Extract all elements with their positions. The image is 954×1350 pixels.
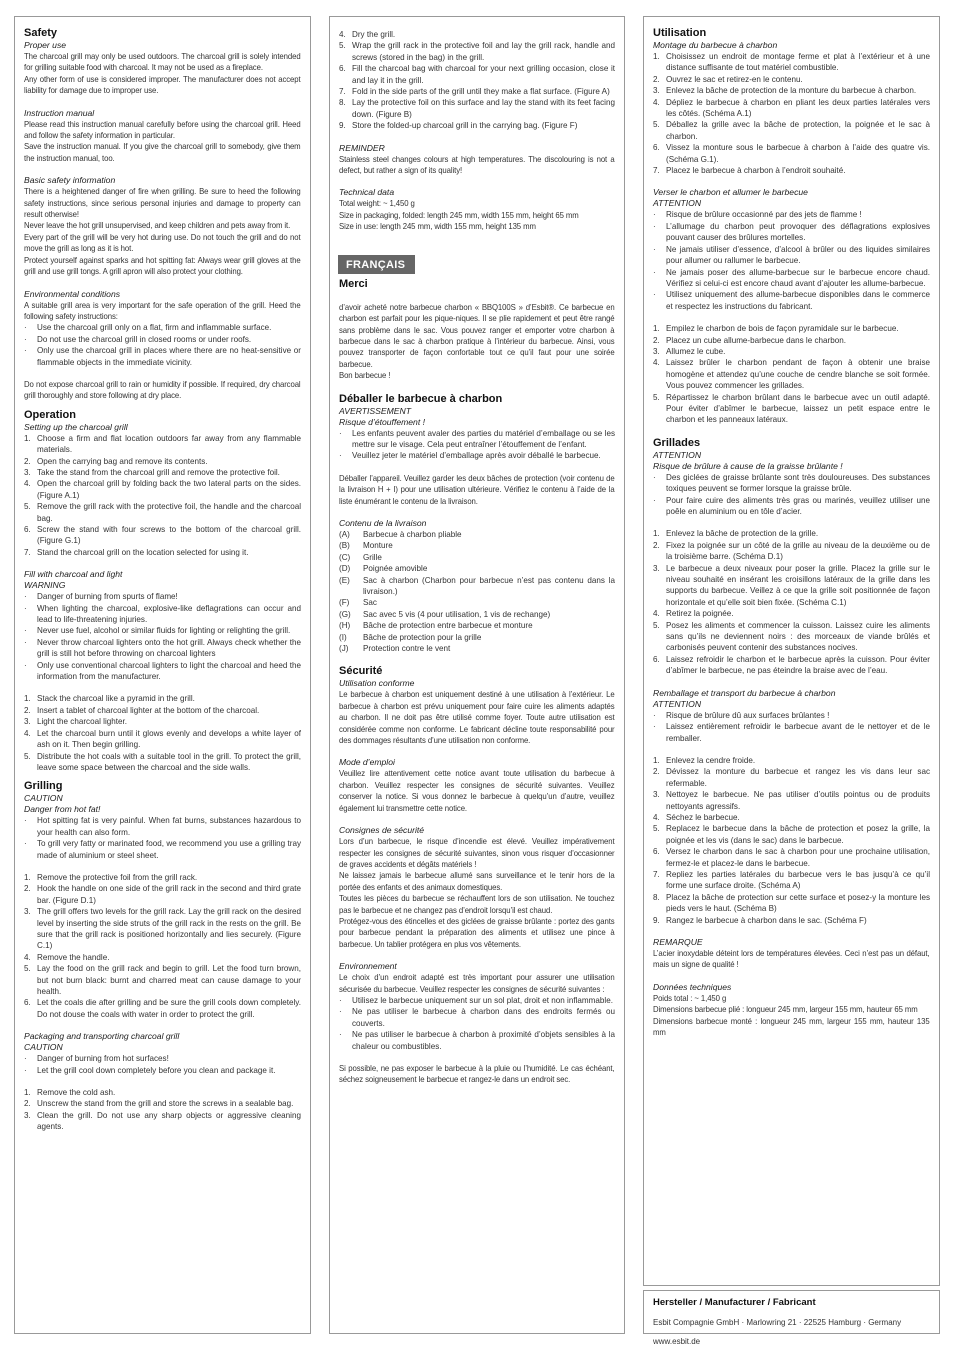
list-item: · Danger of burning from spurts of flame!	[24, 592, 178, 602]
list-item: 2. Hook the handle on one side of the grill rack in the second and third grate bar. (Figure D.1)	[24, 884, 301, 905]
list-item: 6. Vissez la monture sous le barbecue à charbon à l’aide des quatre vis. (Schéma G.1).	[653, 143, 930, 164]
paragraph: Please read this instruction manual carefully before using the charcoal grill. Heed and follow the safety information in particular.	[24, 119, 301, 141]
list-item: 1. Remove the protective foil from the grill rack.	[24, 872, 198, 882]
list-item: 7. Repliez les parties latérales du barbecue vers le bas jusqu’à ce qu’il forme une surface droite. (Schéma A)	[653, 869, 930, 891]
list-item: 2. Ouvrez le sac et retirez-en le contenu.	[653, 74, 803, 84]
paragraph: Total weight: ~ 1,450 g	[339, 199, 415, 209]
list-item: 3. Allumez le cube.	[653, 346, 726, 356]
subheading: Basic safety information	[24, 175, 116, 186]
subheading: Contenu de la livraison	[339, 517, 427, 528]
french-column-right	[643, 16, 940, 1286]
list-item: 3. Take the stand from the charcoal grill and remove the protective foil.	[24, 467, 280, 477]
list-item: 7. Stand the charcoal grill on the location selected for using it.	[24, 547, 249, 557]
paragraph: Protect yourself against sparks and hot spitting fat: Always wear grill gloves at the grill and use grill tongs. A grill apron will also protect your clothing.	[24, 255, 301, 277]
list-item: 8. Placez la bâche de protection sur cette surface et posez-y la monture les pieds vers le haut. (Schéma B)	[653, 892, 930, 914]
list-item: 2. Fixez la poignée sur un côté de la grille au niveau de la deuxième ou de la troisième barre. (Schéma D.1)	[653, 540, 930, 562]
list-item: · Utilisez le barbecue uniquement sur un sol plat, droit et non inflammable.	[339, 995, 613, 1005]
list-item: 1. Enlevez la bâche de protection de la grille.	[653, 529, 819, 539]
list-item: · Ne jamais poser des allume-barbecue sur le barbecue encore chaud. Vérifiez si celui-ci est encore chaud avant d’ajouter les allume-barbecue.	[653, 267, 930, 288]
subheading: Risque de brûlure à cause de la graisse brûlante !	[653, 460, 843, 471]
list-item: 2. Dévissez la monture du barbecue et rangez les vis dans leur sac refermable.	[653, 767, 930, 788]
warning-label: ATTENTION	[653, 698, 702, 709]
paragraph: Dimensions barbecue monté : longueur 245 mm, largeur 155 mm, hauteur 135 mm	[653, 1016, 930, 1038]
list-item: (I) Bâche de protection pour la grille	[339, 632, 482, 642]
list-item: 3. Nettoyez le barbecue. Ne pas utiliser d’outils pointus ou de produits nettoyants agressifs.	[653, 790, 930, 811]
list-item: 4. Laissez brûler le charbon pendant de façon à obtenir une braise homogène et attendez qu’une couche de cendre blanche se soit formée. Vous pouvez commencer les grillades.	[653, 358, 930, 391]
list-item: 3. The grill offers two levels for the grill rack. Lay the grill rack on the desired level by inserting the side struts of the grill rack in the rests on the grill. Be sure that the grill rack is positioned horizontally and lies securely. (Figure C.1)	[24, 907, 301, 951]
language-badge: FRANÇAIS	[338, 255, 615, 274]
list-item: 6. Screw the stand with four screws to the bottom of the charcoal grill. (Figure G.1)	[24, 525, 301, 546]
subheading: Risque d’étouffement !	[339, 416, 425, 427]
list-item: 5. Wrap the grill rack in the protective foil and lay the grill rack, handle and screws (stored in the bag) in the grill.	[339, 41, 615, 62]
manufacturer-url: www.esbit.de	[653, 1337, 701, 1346]
subheading: Technical data	[339, 187, 395, 198]
subheading: Environnement	[339, 961, 397, 972]
subheading: Fill with charcoal and light	[24, 569, 123, 580]
list-item: 7. Fold in the side parts of the grill until they make a flat surface. (Figure A)	[339, 87, 610, 97]
list-item: · Only use conventional charcoal lighters to light the charcoal and heed the information from the manufacturer.	[24, 660, 301, 682]
subheading: Verser le charbon et allumer le barbecue	[653, 187, 808, 198]
subheading: Mode d’emploi	[339, 757, 395, 768]
list-item: 6. Versez le charbon dans le sac à charbon pour une prochaine utilisation, fermez-le et placez-le dans le barbecue.	[653, 847, 930, 868]
paragraph: Size in use: length 245 mm, width 155 mm, height 135 mm	[339, 222, 536, 232]
list-item: 5. Posez les aliments et commencer la cuisson. Laissez cuire les aliments sans qu’ils ne deviennent noirs : des morceaux de viande brûlés et carbonisés peuvent contenir des substances nocives.	[653, 620, 930, 653]
list-item: 1. Stack the charcoal like a pyramid in the grill.	[24, 694, 195, 704]
list-item: · Veuillez jeter le matériel d’emballage après avoir déballé le barbecue.	[339, 451, 601, 461]
warning-label: WARNING	[24, 580, 66, 591]
subheading: Danger from hot fat!	[24, 804, 101, 815]
list-item: · Never use fuel, alcohol or similar fluids for lighting or relighting the grill.	[24, 626, 291, 636]
list-item: · Let the grill cool down completely before you clean and package it.	[24, 1065, 276, 1075]
manufacturer-address: Esbit Compagnie GmbH · Marlowring 21 · 22525 Hamburg · Germany	[653, 1318, 902, 1327]
paragraph: Ne laissez jamais le barbecue allumé sans surveillance et le tenir hors de la portée des enfants et des animaux domestiques.	[339, 871, 615, 892]
list-item: (B) Monture	[339, 541, 393, 551]
list-item: 3. Light the charcoal lighter.	[24, 717, 127, 727]
paragraph: The charcoal grill may only be used outdoors. The charcoal grill is solely intended for grilling suitable food with charcoal. It may not be used as a fireplace.	[24, 52, 301, 73]
subheading: REMINDER	[339, 142, 385, 153]
english-french-column-middle	[329, 16, 625, 1334]
paragraph: Le barbecue à charbon est uniquement destiné à une utilisation à l’extérieur. Le barbecue à charbon est prévu uniquement pour faire cuire les aliments adaptés au charbon. Il ne doit pas être utilisé comme foyer. Toute autre utilisation est considérée comme non conforme. Le fabricant décline toute responsabilité pour des dommages résultants d’une utilisation non conforme.	[339, 690, 615, 746]
list-item: · To grill very fatty or marinated food, we recommend you use a grilling tray made of aluminium or steel sheet.	[24, 839, 301, 860]
section-heading: Déballer le barbecue à charbon	[339, 392, 503, 405]
list-item: · When lighting the charcoal, explosive-like deflagrations can occur and lead to life-threatening injuries.	[24, 603, 301, 625]
list-item: 2. Open the carrying bag and remove its contents.	[24, 456, 208, 466]
manufacturer-title: Hersteller / Manufacturer / Fabricant	[653, 1297, 816, 1308]
list-item: 6. Let the coals die after grilling and be sure the grill cools down completely. Do not douse the coals with water in order to protect the grill.	[24, 998, 301, 1019]
warning-label: ATTENTION	[653, 198, 702, 209]
paragraph: A suitable grill area is very important for the safe operation of the grill. Heed the following safety instructions:	[24, 300, 301, 321]
list-item: · Danger of burning from hot surfaces!	[24, 1054, 169, 1064]
paragraph: There is a heightened danger of fire when grilling. Be sure to heed the following safety instructions, since serious personal injuries and damage to property can result otherwise!	[24, 187, 301, 220]
list-item: 4. Open the charcoal grill by folding back the two lateral parts on the sides. (Figure A.1)	[24, 479, 301, 500]
list-item: · Use the charcoal grill only on a flat, firm and inflammable surface.	[24, 323, 272, 333]
warning-label: ATTENTION	[653, 449, 702, 460]
paragraph: Le choix d’un endroit adapté est très important pour assurer une utilisation sécurisée du barbecue. Veuillez respecter les consignes de sécurité suivantes :	[339, 973, 615, 994]
subheading: Montage du barbecue à charbon	[653, 40, 778, 50]
list-item: 2. Insert a tablet of charcoal lighter at the bottom of the charcoal.	[24, 705, 260, 715]
list-item: 1. Choisissez un endroit de montage ferme et plat à l’extérieur et à une distance suffisante de tout matériel combustible.	[653, 52, 930, 73]
list-item: · Laissez entièrement refroidir le barbecue avant de le nettoyer et de le remballer.	[653, 722, 930, 743]
subheading: Packaging and transporting charcoal grill	[24, 1031, 180, 1042]
list-item: 5. Répartissez le charbon brûlant dans le barbecue avec un outil adapté. Pour éviter d’abîmer le barbecue, laissez un petit espace entre le charbon et les panneaux latéraux.	[653, 392, 930, 425]
list-item: 3. Enlevez la bâche de protection de la monture du barbecue à charbon.	[653, 86, 917, 96]
list-item: (C) Grille	[339, 552, 382, 562]
list-item: · Ne pas utiliser le barbecue à charbon à proximité d’objets sensibles à la chaleur ou combustibles.	[339, 1030, 615, 1051]
list-item: 5. Lay the food on the grill rack and begin to grill. Let the food turn brown, but not burn black: burnt and charred meat can cause damage to your health.	[24, 964, 301, 996]
section-heading: Utilisation	[653, 27, 707, 39]
list-item: (E) Sac à charbon (Charbon pour barbecue n’est pas contenu dans la livraison.)	[339, 575, 615, 596]
section-heading: Merci	[339, 277, 368, 290]
list-item: · L’allumage du charbon peut provoquer des déflagrations explosives pouvant causer des brûlures mortelles.	[653, 221, 930, 243]
list-item: (F) Sac	[339, 598, 377, 608]
subheading: Proper use	[24, 40, 67, 50]
list-item: 5. Distribute the hot coals with a suitable tool in the grill. To protect the grill, leave some space between the charcoal and the side walls.	[24, 751, 301, 772]
list-item: (A) Barbecue à charbon pliable	[339, 529, 462, 539]
list-item: · Des giclées de graisse brûlante sont très douloureuses. Des substances toxiques peuvent se former lorsque la graisse brûle.	[653, 472, 930, 494]
paragraph: Size in packaging, folded: length 245 mm, width 155 mm, height 65 mm	[339, 210, 579, 220]
list-item: 4. Remove the handle.	[24, 952, 110, 962]
subheading: Environmental conditions	[24, 288, 121, 299]
subheading: Utilisation conforme	[339, 678, 415, 689]
warning-label: AVERTISSEMENT	[339, 405, 411, 416]
list-item: · Ne pas utiliser le barbecue à charbon dans des endroits fermés ou couverts.	[339, 1007, 615, 1028]
list-item: 3. Clean the grill. Do not use any sharp objects or aggressive cleaning agents.	[24, 1110, 301, 1132]
paragraph: Veuillez lire attentivement cette notice avant toute utilisation du barbecue à charbon. Veuillez respecter les consignes de sécurité suivantes. Veuillez conserver la notice. Si vous donnez le barbecue à quelqu’un d’autre, veuillez également lui transmettre cette notice.	[339, 769, 615, 813]
list-item: (G) Sac avec 5 vis (4 pour utilisation, 1 vis de rechange)	[339, 609, 551, 619]
list-item: 9. Store the folded-up charcoal grill in the carrying bag. (Figure F)	[339, 121, 578, 131]
list-item: 1. Remove the cold ash.	[24, 1088, 116, 1098]
manufacturer-box	[643, 1290, 940, 1346]
subheading: Remballage et transport du barbecue à charbon	[653, 687, 836, 698]
list-item: 4. Retirez la poignée.	[653, 609, 734, 619]
list-item: 7. Placez le barbecue à charbon à l’endroit souhaité.	[653, 166, 846, 176]
list-item: · Do not use the charcoal grill in closed rooms or under roofs.	[24, 334, 252, 344]
paragraph: Déballer l’appareil. Veuillez garder les deux bâches de protection (voir contenu de la livraison H + I) pour une utilisation ultérieure. Vérifiez le contenu à l’aide de la liste énumérant le contenu de la livraison.	[339, 473, 615, 506]
list-item: 2. Placez un cube allume-barbecue dans le charbon.	[653, 335, 846, 345]
list-item: · Hot spitting fat is very painful. When fat burns, substances hazardous to your health can also form.	[24, 816, 301, 837]
list-item: 2. Unscrew the stand from the grill and store the screws in a sealable bag.	[24, 1099, 294, 1109]
paragraph: Protégez-vous des étincelles et des giclées de graisse brûlante : portez des gants pour barbecue pendant la préparation des aliments et utilisez une pince à barbecue. Un tablier protégera en plus vos vêtements.	[339, 916, 615, 949]
paragraph: L’acier inoxydable déteint lors de températures élevées. Ceci n’est pas un défaut, mais un signe de qualité !	[653, 949, 930, 970]
list-item: 3. Le barbecue a deux niveaux pour poser la grille. Placez la grille sur le niveau souhaité en insérant les croisillons latéraux de la grille dans les supports du barbecue. Veillez à ce que la grille soit positionnée de façon horizontale et qu’elle soit bien fixée. (Schéma C.1)	[653, 563, 930, 607]
list-item: · Utilisez uniquement des allume-barbecue disponibles dans le commerce et respectez les instructions du fabricant.	[653, 290, 930, 311]
subheading: Setting up the charcoal grill	[24, 421, 128, 432]
paragraph: Save the instruction manual. If you give the charcoal grill to somebody, give them the instruction manual, too.	[24, 142, 301, 163]
list-item: · Risque de brûlure occasionné par des jets de flamme !	[653, 210, 862, 220]
list-item: 6. Fill the charcoal bag with charcoal for your next grilling occasion, close it and lay it in the grill.	[339, 64, 615, 85]
list-item: · Les enfants peuvent avaler des parties du matériel d’emballage ou se les mettre sur le visage. Cela peut entraîner l’étouffement de l’enfant.	[339, 428, 615, 449]
section-heading: Safety	[24, 27, 58, 39]
list-item: (J) Protection contre le vent	[339, 644, 451, 654]
paragraph: Lors d’un barbecue, le risque d’incendie est élevé. Veuillez impérativement respecter les consignes de sécurité suivantes, sinon vous risquer d’occasionner de graves accidents et dégâts matériels !	[339, 837, 615, 869]
subheading: Données techniques	[653, 981, 732, 992]
list-item: 4. Dépliez le barbecue à charbon en pliant les deux parties latérales vers les côtés. (Schéma A.1)	[653, 97, 930, 119]
list-item: · Pour faire cuire des aliments très gras ou marinés, veuillez utiliser une poêle en aluminium ou en tôle d’acier.	[653, 495, 930, 516]
warning-label: CAUTION	[24, 793, 63, 804]
subheading: REMARQUE	[653, 937, 703, 947]
list-item: · Ne jamais utiliser d’essence, d’alcool à brûler ou des liquides similaires pour allumer ou rallumer le barbecue.	[653, 244, 930, 266]
list-item: 8. Lay the protective foil on this surface and lay the stand with its feet facing down. (Figure B)	[339, 98, 615, 119]
list-item: · Risque de brûlure dû aux surfaces brûlantes !	[653, 710, 830, 720]
paragraph: Do not expose charcoal grill to rain or humidity if possible. If required, dry charcoal grill thoroughly and store following at dry place.	[24, 379, 301, 401]
paragraph: Every part of the grill will be very hot during use. Do not touch the grill and do not move the grill as long as it is hot.	[24, 232, 301, 254]
list-item: · Never throw charcoal lighters onto the hot grill. Always check whether the grill is still hot before throwing on charcoal lighters	[24, 637, 301, 659]
list-item: 5. Replacez le barbecue dans la bâche de protection et posez la grille, la poignée et les vis (dans le sac) dans le barbecue.	[653, 824, 930, 845]
list-item: · Only use the charcoal grill in places where there are no heat-sensitive or flammable objects in the immediate vicinity.	[24, 346, 301, 367]
paragraph: Bon barbecue !	[339, 371, 391, 381]
list-item: 1. Choose a firm and flat location outdoors far away from any flammable materials.	[24, 433, 301, 455]
list-item: (D) Poignée amovible	[339, 564, 428, 574]
section-heading: Sécurité	[339, 665, 383, 678]
list-item: 1. Empilez le charbon de bois de façon pyramidale sur le barbecue.	[653, 324, 899, 334]
paragraph: Dimensions barbecue plié : longueur 245 mm, largeur 155 mm, hauteur 65 mm	[653, 1005, 918, 1015]
section-heading: Operation	[24, 408, 76, 421]
list-item: (H) Bâche de protection entre barbecue et monture	[339, 621, 533, 631]
list-item: 9. Rangez le barbecue à charbon dans le sac. (Schéma F)	[653, 915, 867, 925]
paragraph: Any other form of use is considered improper. The manufacturer does not accept liability for damage due to improper use.	[24, 74, 301, 96]
warning-label: CAUTION	[24, 1042, 63, 1053]
paragraph: Si possible, ne pas exposer le barbecue à la pluie ou l’humidité. Le cas échéant, séchez soigneusement le barbecue et rangez-le dans un endroit sec.	[339, 1064, 615, 1085]
subheading: Instruction manual	[24, 107, 95, 118]
paragraph: Stainless steel changes colours at high temperatures. The discolouring is not a defect, but rather a sign of its quality!	[339, 154, 615, 176]
list-item: 5. Remove the grill rack with the protective foil, the handle and the charcoal bag.	[24, 502, 301, 523]
list-item: 4. Let the charcoal burn until it glows evenly and develops a white layer of ash on it. Then begin grilling.	[24, 728, 301, 750]
list-item: 6. Laissez refroidir le charbon et le barbecue après la cuisson. Pour éviter d’abîmer le barbecue, ne pas éteindre la braise avec de l’eau.	[653, 654, 930, 676]
paragraph: Never leave the hot grill unsupervised, and keep children and pets away from it.	[24, 221, 291, 231]
paragraph: Toutes les pièces du barbecue se réchauffent lors de son utilisation. Ne touchez pas le barbecue et ne changez pas d’endroit lorsqu’il est chaud.	[339, 894, 615, 915]
section-heading: Grillades	[653, 436, 701, 449]
english-column-left	[14, 16, 311, 1334]
paragraph: Poids total : ~ 1,450 g	[653, 993, 727, 1003]
subheading: Consignes de sécurité	[339, 825, 425, 836]
list-item: 1. Enlevez la cendre froide.	[653, 755, 756, 765]
list-item: 4. Dry the grill.	[339, 30, 396, 39]
list-item: 5. Déballez la grille avec la bâche de protection, la poignée et le sac à charbon.	[653, 120, 930, 141]
paragraph: d’avoir acheté notre barbecue charbon « BBQ100S » d’Esbit®. Ce barbecue en charbon est parfait pour les pique-niques. Il se plie rapidement et peut être rangé sans problème dans le sac. Vous pouvez ranger et emporter votre charbon à barbecue dans le sac à charbon pratique à l’intérieur du barbecue. Ainsi, vous pouvez transporter de façon confortable tout ce qu’il faut pour une soirée barbecue.	[339, 302, 615, 369]
list-item: 4. Séchez le barbecue.	[653, 812, 740, 822]
section-heading: Grilling	[24, 780, 63, 793]
